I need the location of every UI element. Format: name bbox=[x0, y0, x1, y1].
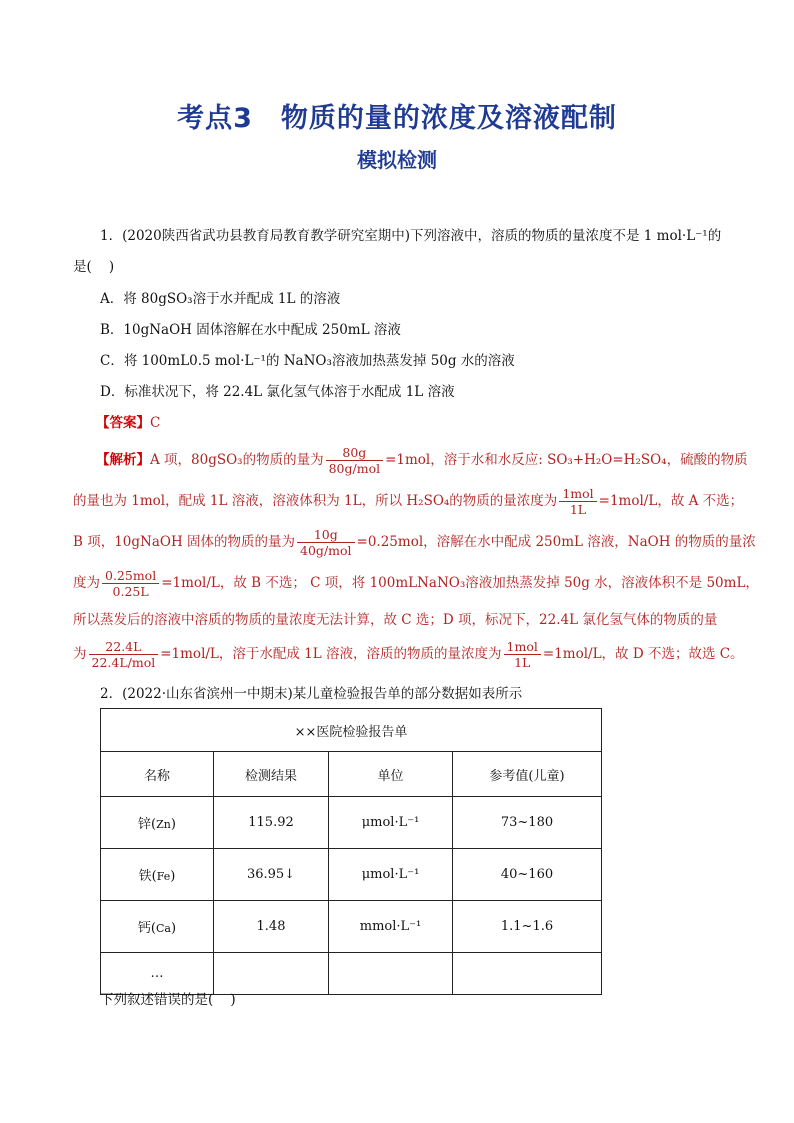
cell-name bbox=[101, 901, 214, 953]
cell-name bbox=[101, 797, 214, 849]
cell-ref: 40~160 bbox=[453, 849, 602, 901]
analysis-line5: 所以蒸发后的溶液中溶质的物质的量浓度无法计算，故 C 选；D 项，标况下，22.4L 氯化氢气体的物质的量 bbox=[73, 612, 718, 628]
cell-unit: μmol·L⁻¹ bbox=[329, 797, 453, 849]
element-symbol: Fe bbox=[156, 870, 171, 883]
cell-ref: 73~180 bbox=[453, 797, 602, 849]
analysis-line1 bbox=[96, 440, 748, 480]
table-row bbox=[101, 901, 602, 953]
fraction: $\frac{\text{0.25mol}}{0.25L}$ bbox=[102, 568, 159, 599]
analysis-text: 的量也为 1mol，配成 1L 溶液，溶液体积为 1L，所以 H₂SO₄的物质的量浓度为 bbox=[73, 493, 558, 509]
cell-result: 1.48 bbox=[214, 901, 329, 953]
analysis-line6 bbox=[73, 634, 744, 674]
fraction: $\frac{10g}{\text{40g/mol}}$ bbox=[297, 527, 355, 558]
report-table bbox=[100, 708, 602, 995]
cell-unit: μmol·L⁻¹ bbox=[329, 849, 453, 901]
fraction: $\frac{\text{1mol}}{1L}$ bbox=[504, 639, 541, 670]
analysis-text: =0.25mol，溶解在水中配成 250mL 溶液，NaOH 的物质的量浓 bbox=[356, 534, 756, 550]
analysis-text: B 项，10gNaOH 固体的物质的量为 bbox=[73, 534, 296, 550]
analysis-label: 【解析】 bbox=[96, 452, 150, 468]
cell-result: 36.95↓ bbox=[214, 849, 329, 901]
q1-stem-line1: 1．(2020陕西省武功县教育局教育教学研究室期中)下列溶液中，溶质的物质的量浓度不是 1 mol·L⁻¹的 bbox=[100, 228, 722, 244]
cell-result: 115.92 bbox=[214, 797, 329, 849]
answer-label: 【答案】 bbox=[96, 415, 150, 431]
column-header: 检测结果 bbox=[214, 752, 329, 797]
q1-stem-line2: 是( ) bbox=[73, 259, 115, 275]
element-close: ) bbox=[170, 817, 176, 832]
element-name: 锌( bbox=[138, 817, 157, 832]
element-name: 铁( bbox=[138, 869, 157, 884]
page-subtitle: 模拟检测 bbox=[357, 148, 437, 172]
cell-empty bbox=[453, 953, 602, 995]
fraction: $\frac{\text{1mol}}{1L}$ bbox=[559, 486, 596, 517]
analysis-text: =1mol/L，故 D 不选；故选 C。 bbox=[542, 646, 744, 662]
analysis-text: =1mol，溶于水和水反应: SO₃+H₂O=H₂SO₄，硫酸的物质 bbox=[385, 452, 748, 468]
element-close: ) bbox=[170, 869, 176, 884]
fraction: $\frac{22.4L}{\text{22.4L/mol}}$ bbox=[89, 639, 159, 670]
title-part2: 物质的量的浓度及溶液配制 bbox=[280, 103, 617, 134]
q1-option-d: D．标准状况下，将 22.4L 氯化氢气体溶于水配成 1L 溶液 bbox=[100, 384, 455, 400]
q1-option-a: A．将 80gSO₃溶于水并配成 1L 的溶液 bbox=[100, 291, 341, 307]
element-symbol: Zn bbox=[156, 818, 171, 831]
cell-name bbox=[101, 849, 214, 901]
element-symbol: Ca bbox=[156, 922, 171, 935]
cell-empty bbox=[329, 953, 453, 995]
analysis-text: =1mol/L，故 A 不选； bbox=[598, 493, 744, 509]
analysis-line4 bbox=[73, 563, 759, 603]
analysis-text: 为 bbox=[73, 646, 87, 662]
cell-unit: mmol·L⁻¹ bbox=[329, 901, 453, 953]
table-row bbox=[101, 849, 602, 901]
q2-question: 下列叙述错误的是( ) bbox=[100, 992, 236, 1008]
analysis-text: A 项，80gSO₃的物质的量为 bbox=[150, 452, 324, 468]
column-header: 名称 bbox=[101, 752, 214, 797]
fraction: $\frac{80g}{\text{80g/mol}}$ bbox=[326, 445, 384, 476]
element-name: 钙( bbox=[137, 921, 156, 936]
cell-empty bbox=[214, 953, 329, 995]
analysis-line3 bbox=[73, 522, 756, 562]
column-header: 单位 bbox=[329, 752, 453, 797]
table-row bbox=[101, 953, 602, 995]
page-title bbox=[0, 96, 794, 135]
q2-stem: 2．(2022·山东省滨州一中期末)某儿童检验报告单的部分数据如表所示 bbox=[100, 686, 523, 702]
title-part1: 考点3 bbox=[177, 103, 253, 134]
table-row bbox=[101, 797, 602, 849]
analysis-text: =1mol/L，故 B 不选； C 项，将 100mLNaNO₃溶液加热蒸发掉 50g 水，溶液体积不是 50mL， bbox=[161, 575, 759, 591]
cell-ellipsis: … bbox=[101, 953, 214, 995]
q1-option-b: B．10gNaOH 固体溶解在水中配成 250mL 溶液 bbox=[100, 322, 401, 338]
element-close: ) bbox=[170, 921, 177, 936]
q1-answer bbox=[96, 413, 160, 433]
cell-ref: 1.1~1.6 bbox=[453, 901, 602, 953]
q1-option-c: C．将 100mL0.5 mol·L⁻¹的 NaNO₃溶液加热蒸发掉 50g 水的溶液 bbox=[100, 353, 515, 369]
analysis-text: =1mol/L，溶于水配成 1L 溶液，溶质的物质的量浓度为 bbox=[160, 646, 502, 662]
column-header: 参考值(儿童) bbox=[453, 752, 602, 797]
analysis-text: 度为 bbox=[73, 575, 100, 591]
table-title: ××医院检验报告单 bbox=[101, 709, 602, 752]
analysis-line2 bbox=[73, 481, 743, 521]
answer-value: C bbox=[150, 415, 161, 431]
